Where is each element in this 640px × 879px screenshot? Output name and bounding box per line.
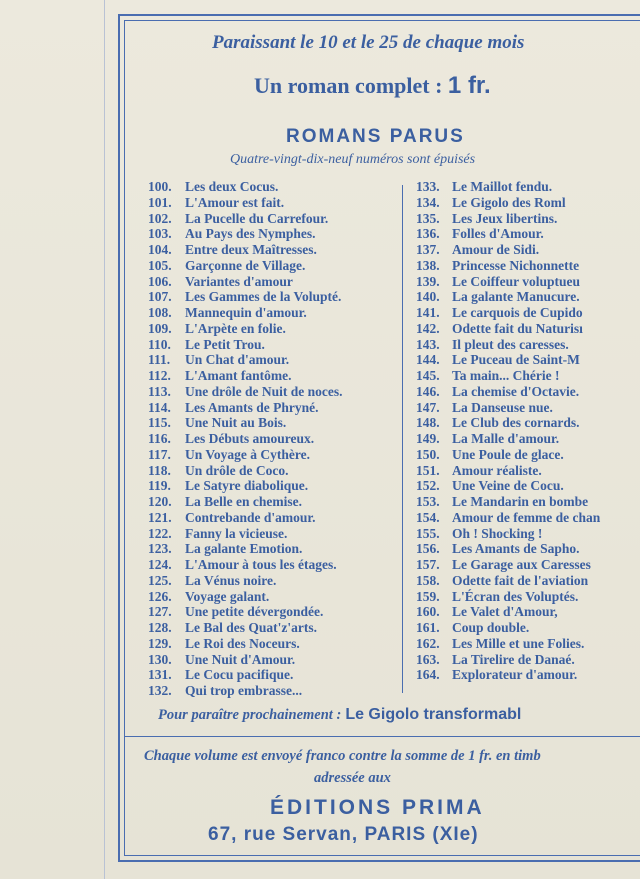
entry-number: 153. <box>416 494 440 509</box>
catalog-entry <box>148 463 343 479</box>
catalog-entry <box>416 463 600 479</box>
entry-title: La chemise d'Octavie. <box>452 383 580 399</box>
entry-title: Folles d'Amour. <box>452 226 544 242</box>
entry-number: 145. <box>416 368 440 383</box>
entry-number: 121. <box>148 509 172 525</box>
catalog-entry <box>148 541 343 557</box>
catalog-entry <box>416 337 600 353</box>
entry-title: Amour réaliste. <box>452 462 542 478</box>
catalog-entry <box>148 258 343 274</box>
catalog-entry <box>416 589 600 605</box>
catalog-entry <box>148 321 343 337</box>
catalog-note: Quatre-vingt-dix-neuf numéros sont épuisés <box>230 152 476 167</box>
price-label: Un roman complet : <box>254 73 443 98</box>
entry-number: 110. <box>148 336 171 352</box>
entry-title: Voyage galant. <box>185 588 270 604</box>
entry-number: 123. <box>148 541 172 557</box>
entry-title: L'Amour est fait. <box>185 194 285 210</box>
entry-number: 162. <box>416 635 440 651</box>
entry-number: 159. <box>416 588 440 604</box>
entry-title: Princesse Nichonnette <box>452 257 580 273</box>
entry-number: 106. <box>148 273 172 289</box>
entry-number: 122. <box>148 525 172 541</box>
entry-title: Qui trop embrasse... <box>185 683 303 698</box>
entry-title: Odette fait du Naturisı <box>452 320 583 336</box>
entry-number: 101. <box>148 194 172 210</box>
entry-title: Un drôle de Coco. <box>185 462 289 478</box>
entry-title: Explorateur d'amour. <box>452 667 578 683</box>
catalog-entry <box>148 526 343 542</box>
entry-number: 128. <box>148 620 172 635</box>
entry-title: Les Mille et une Folies. <box>452 635 585 651</box>
entry-title: Amour de femme de chan <box>452 509 601 525</box>
publisher-name: ÉDITIONS PRIMA <box>270 796 485 819</box>
entry-title: L'Arpète en folie. <box>185 320 286 336</box>
entry-number: 125. <box>148 572 172 588</box>
catalog-entry <box>148 242 343 258</box>
catalog-entry <box>416 478 600 494</box>
entry-number: 120. <box>148 494 172 509</box>
entry-title: Garçonne de Village. <box>185 257 306 273</box>
entry-number: 143. <box>416 336 440 352</box>
entry-number: 147. <box>416 399 440 415</box>
entry-title: Les Jeux libertins. <box>452 210 558 226</box>
entry-number: 160. <box>416 604 440 620</box>
entry-number: 137. <box>416 242 440 257</box>
catalog-entry <box>148 652 343 668</box>
catalog-title: ROMANS PARUS <box>286 126 465 147</box>
catalog-entry <box>148 589 343 605</box>
catalog-entry <box>416 667 600 683</box>
entry-title: L'Écran des Voluptés. <box>452 588 579 604</box>
catalog-entry <box>416 305 600 321</box>
page-fold-line <box>104 0 105 879</box>
catalog-entry <box>416 258 600 274</box>
catalog-entry <box>416 636 600 652</box>
entry-number: 151. <box>416 462 440 478</box>
entry-title: La galante Manucure. <box>452 289 580 305</box>
entry-number: 115. <box>148 415 171 431</box>
entry-title: Une drôle de Nuit de noces. <box>185 383 343 399</box>
catalog-entry <box>416 384 600 400</box>
catalog-entry <box>148 274 343 290</box>
entry-number: 127. <box>148 604 172 620</box>
catalog-entry <box>416 242 600 258</box>
upcoming-label: Pour paraître prochainement : <box>158 707 342 723</box>
catalog-entry <box>148 211 343 227</box>
upcoming-title: Le Gigolo transformabl <box>345 706 522 723</box>
catalog-entry <box>148 195 343 211</box>
entry-title: L'Amour à tous les étages. <box>185 557 337 572</box>
entry-title: Contrebande d'amour. <box>185 509 316 525</box>
entry-number: 113. <box>148 383 171 399</box>
catalog-entry <box>416 274 600 290</box>
catalog-entry <box>416 526 600 542</box>
catalog-entry <box>148 510 343 526</box>
entry-number: 149. <box>416 431 440 446</box>
entry-number: 139. <box>416 273 440 289</box>
entry-number: 141. <box>416 305 440 320</box>
entry-title: Le Satyre diabolique. <box>185 478 309 494</box>
entry-title: Une Nuit d'Amour. <box>185 651 296 667</box>
entry-title: Une petite dévergondée. <box>185 604 324 620</box>
entry-number: 126. <box>148 588 172 604</box>
entry-title: La Pucelle du Carrefour. <box>185 210 329 226</box>
entry-number: 161. <box>416 620 440 635</box>
entry-number: 108. <box>148 305 172 320</box>
catalog-entry <box>416 541 600 557</box>
shipping-line-2: adressée aux <box>314 770 391 786</box>
catalog-entry <box>148 400 343 416</box>
entry-number: 102. <box>148 210 172 226</box>
catalog-entry <box>148 384 343 400</box>
entry-number: 109. <box>148 320 172 336</box>
entry-title: Fanny la vicieuse. <box>185 525 288 541</box>
entry-number: 148. <box>416 415 440 431</box>
publisher-address: 67, rue Servan, PARIS (XIe) <box>208 824 479 845</box>
entry-number: 107. <box>148 289 172 305</box>
catalog-entry <box>148 431 343 447</box>
catalog-entry <box>416 352 600 368</box>
entry-title: Le Cocu pacifique. <box>185 667 294 683</box>
entry-title: Le Gigolo des Roml <box>452 194 566 210</box>
catalog-entry <box>148 667 343 683</box>
entry-number: 135. <box>416 210 440 226</box>
entry-number: 142. <box>416 320 440 336</box>
entry-number: 100. <box>148 179 172 194</box>
catalog-entry <box>416 226 600 242</box>
entry-number: 124. <box>148 557 172 572</box>
entry-title: Le Mandarin en bombe <box>452 494 589 509</box>
entry-title: Le Coiffeur voluptueu <box>452 273 581 289</box>
entry-number: 131. <box>148 667 172 683</box>
catalog-entry <box>416 211 600 227</box>
entry-number: 136. <box>416 226 440 242</box>
catalog-left-column <box>148 179 343 699</box>
catalog-entry <box>416 415 600 431</box>
entry-number: 114. <box>148 399 171 415</box>
catalog-entry <box>148 494 343 510</box>
catalog-entry <box>148 557 343 573</box>
entry-title: Les Débuts amoureux. <box>185 431 315 446</box>
entry-title: Le Bal des Quat'z'arts. <box>185 620 317 635</box>
catalog-entry <box>416 573 600 589</box>
catalog-entry <box>148 415 343 431</box>
catalog-entry <box>416 652 600 668</box>
catalog-entry <box>416 494 600 510</box>
entry-title: Le Club des cornards. <box>452 415 580 431</box>
catalog-entry <box>148 337 343 353</box>
column-divider <box>402 185 403 693</box>
entry-number: 163. <box>416 651 440 667</box>
entry-title: Le Maillot fendu. <box>452 179 553 194</box>
entry-number: 164. <box>416 667 440 683</box>
entry-title: Les Amants de Phryné. <box>185 399 319 415</box>
periodicity-line: Paraissant le 10 et le 25 de chaque mois <box>212 32 525 53</box>
entry-number: 130. <box>148 651 172 667</box>
entry-title: Un Voyage à Cythère. <box>185 446 311 462</box>
catalog-entry <box>416 620 600 636</box>
entry-number: 104. <box>148 242 172 257</box>
shipping-line-1: Chaque volume est envoyé franco contre la somme de 1 fr. en timb <box>144 748 541 764</box>
catalog-entry <box>416 289 600 305</box>
entry-title: La Malle d'amour. <box>452 431 560 446</box>
entry-title: Ta main... Chérie ! <box>452 368 560 383</box>
catalog-entry <box>416 195 600 211</box>
entry-title: L'Amant fantôme. <box>185 368 292 383</box>
price-line <box>254 72 491 100</box>
entry-title: Un Chat d'amour. <box>185 352 290 368</box>
entry-number: 155. <box>416 525 440 541</box>
entry-number: 154. <box>416 509 440 525</box>
catalog-entry <box>148 179 343 195</box>
entry-title: Le Garage aux Caresses <box>452 557 591 572</box>
entry-number: 146. <box>416 383 440 399</box>
catalog-entry <box>416 510 600 526</box>
entry-title: La galante Emotion. <box>185 541 303 557</box>
entry-title: Oh ! Shocking ! <box>452 525 543 541</box>
entry-number: 116. <box>148 431 171 446</box>
entry-title: Une Poule de glace. <box>452 446 564 462</box>
entry-number: 118. <box>148 462 171 478</box>
entry-number: 150. <box>416 446 440 462</box>
entry-title: La Belle en chemise. <box>185 494 302 509</box>
catalog-entry <box>416 400 600 416</box>
upcoming-line <box>158 706 521 724</box>
entry-title: Variantes d'amour <box>185 273 293 289</box>
footer-rule <box>124 736 640 737</box>
catalog-entry <box>416 557 600 573</box>
catalog-entry <box>416 368 600 384</box>
entry-title: La Vénus noire. <box>185 572 277 588</box>
catalog-entry <box>416 179 600 195</box>
catalog-entry <box>148 478 343 494</box>
entry-number: 129. <box>148 635 172 651</box>
entry-number: 144. <box>416 352 440 368</box>
catalog-entry <box>148 226 343 242</box>
entry-number: 105. <box>148 257 172 273</box>
entry-title: Le Puceau de Saint-M <box>452 352 580 368</box>
price-value: 1 fr. <box>447 72 491 99</box>
catalog-entry <box>148 368 343 384</box>
entry-title: Amour de Sidi. <box>452 242 540 257</box>
catalog-entry <box>416 604 600 620</box>
catalog-entry <box>148 447 343 463</box>
catalog-right-column <box>416 179 600 683</box>
entry-number: 157. <box>416 557 440 572</box>
catalog-entry <box>416 321 600 337</box>
entry-title: Odette fait de l'aviation <box>452 572 589 588</box>
catalog-entry <box>148 683 343 699</box>
entry-title: Une Nuit au Bois. <box>185 415 287 431</box>
entry-number: 158. <box>416 572 440 588</box>
catalog-entry <box>148 289 343 305</box>
entry-number: 112. <box>148 368 171 383</box>
catalog-entry <box>148 573 343 589</box>
entry-title: Coup double. <box>452 620 530 635</box>
entry-number: 117. <box>148 446 171 462</box>
entry-number: 111. <box>148 352 171 368</box>
catalog-entry <box>148 604 343 620</box>
entry-number: 140. <box>416 289 440 305</box>
catalog-entry <box>416 447 600 463</box>
entry-title: Entre deux Maîtresses. <box>185 242 317 257</box>
catalog-entry <box>416 431 600 447</box>
entry-title: Les Amants de Sapho. <box>452 541 580 557</box>
entry-number: 138. <box>416 257 440 273</box>
entry-number: 134. <box>416 194 440 210</box>
catalog-entry <box>148 636 343 652</box>
entry-title: Les Gammes de la Volupté. <box>185 289 342 305</box>
entry-title: Le Roi des Noceurs. <box>185 635 300 651</box>
catalog-entry <box>148 352 343 368</box>
entry-number: 152. <box>416 478 440 494</box>
entry-title: Le Valet d'Amour, <box>452 604 558 620</box>
entry-title: Une Veine de Cocu. <box>452 478 564 494</box>
entry-number: 132. <box>148 683 172 698</box>
entry-title: La Tirelire de Danaé. <box>452 651 575 667</box>
catalog-entry <box>148 305 343 321</box>
entry-title: Les deux Cocus. <box>185 179 279 194</box>
entry-number: 156. <box>416 541 440 557</box>
entry-title: Le carquois de Cupido <box>452 305 583 320</box>
catalog-entry <box>148 620 343 636</box>
entry-title: La Danseuse nue. <box>452 399 553 415</box>
entry-number: 103. <box>148 226 172 242</box>
entry-title: Au Pays des Nymphes. <box>185 226 316 242</box>
entry-title: Mannequin d'amour. <box>185 305 307 320</box>
entry-title: Il pleut des caresses. <box>452 336 569 352</box>
entry-title: Le Petit Trou. <box>185 336 265 352</box>
entry-number: 133. <box>416 179 440 194</box>
entry-number: 119. <box>148 478 171 494</box>
